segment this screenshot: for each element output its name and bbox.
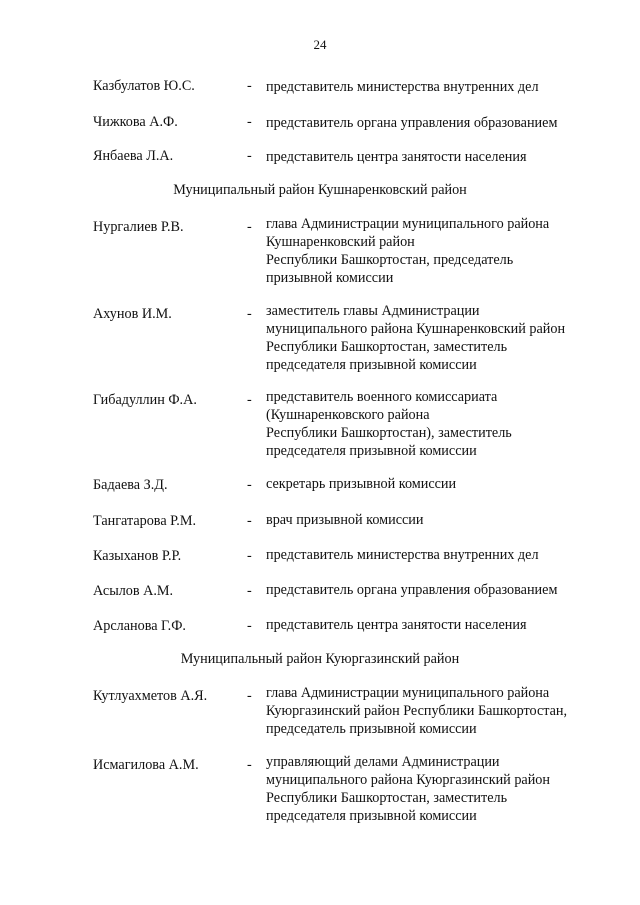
member-role [266,546,539,564]
role-line: Республики Башкортостан, заместитель [266,790,508,806]
role-line: представитель центра занятости населения [266,149,527,165]
role-line: представитель центра занятости населения [266,617,527,633]
role-line: председатель призывной комиссии [266,721,477,737]
role-line: Республики Башкортостан, председатель [266,252,514,268]
role-line: глава Администрации муниципального района [266,216,550,232]
role-line: призывной комиссии [266,270,394,286]
page-number: 24 [313,37,327,52]
member-role [266,148,527,166]
role-line: (Кушнаренковского района [266,407,430,423]
member-role [266,475,456,493]
role-line: Республики Башкортостан), заместитель [266,425,512,441]
role-line: управляющий делами Администрации [266,754,500,770]
role-line: врач призывной комиссии [266,512,424,528]
role-line: Куюргазинский район Республики Башкортостан, [266,703,568,719]
role-line: муниципального района Кушнаренковский район [266,321,566,337]
member-role [266,684,567,738]
member-role [266,388,512,460]
member-role [266,511,424,529]
dash-separator: - [247,78,252,94]
dash-separator: - [247,618,252,634]
dash-separator: - [247,548,252,564]
member-name: Асылов А.М. [93,583,174,599]
role-line: представитель министерства внутренних дел [266,547,539,563]
member-name: Ахунов И.М. [93,306,172,322]
dash-separator: - [247,219,252,235]
role-line: секретарь призывной комиссии [266,476,457,492]
section-heading: Муниципальный район Кушнаренковский район [173,182,467,198]
role-line: глава Администрации муниципального района [266,685,550,701]
member-name: Янбаева Л.А. [93,148,174,164]
member-name: Нургалиев Р.В. [93,219,184,235]
role-line: председателя призывной комиссии [266,443,477,459]
role-line: председателя призывной комиссии [266,357,477,373]
member-name: Кутлуахметов А.Я. [93,688,208,704]
role-line: Кушнаренковский район [266,234,415,250]
role-line: представитель военного комиссариата [266,389,498,405]
role-line: Республики Башкортостан, заместитель [266,339,508,355]
dash-separator: - [247,513,252,529]
role-line: заместитель главы Администрации [266,303,480,319]
member-name: Казбулатов Ю.С. [93,78,195,94]
member-name: Гибадуллин Ф.А. [93,392,197,408]
member-name: Казыханов Р.Р. [93,548,182,564]
role-line: представитель министерства внутренних дел [266,79,539,95]
member-role [266,114,557,132]
member-role [266,581,557,599]
member-role [266,302,565,374]
section-heading: Муниципальный район Куюргазинский район [180,651,460,667]
member-name: Тангатарова Р.М. [93,513,196,529]
dash-separator: - [247,583,252,599]
member-role [266,616,527,634]
dash-separator: - [247,148,252,164]
member-name: Исмагилова А.М. [93,757,199,773]
member-role [266,215,549,287]
role-line: представитель органа управления образованием [266,582,558,598]
role-line: муниципального района Куюргазинский район [266,772,550,788]
dash-separator: - [247,392,252,408]
member-role [266,753,550,825]
dash-separator: - [247,114,252,130]
dash-separator: - [247,306,252,322]
member-role [266,78,539,96]
dash-separator: - [247,477,252,493]
member-name: Бадаева З.Д. [93,477,168,493]
member-name: Арсланова Г.Ф. [93,618,186,634]
dash-separator: - [247,757,252,773]
role-line: председателя призывной комиссии [266,808,477,824]
member-name: Чижкова А.Ф. [93,114,178,130]
dash-separator: - [247,688,252,704]
role-line: представитель органа управления образованием [266,115,558,131]
